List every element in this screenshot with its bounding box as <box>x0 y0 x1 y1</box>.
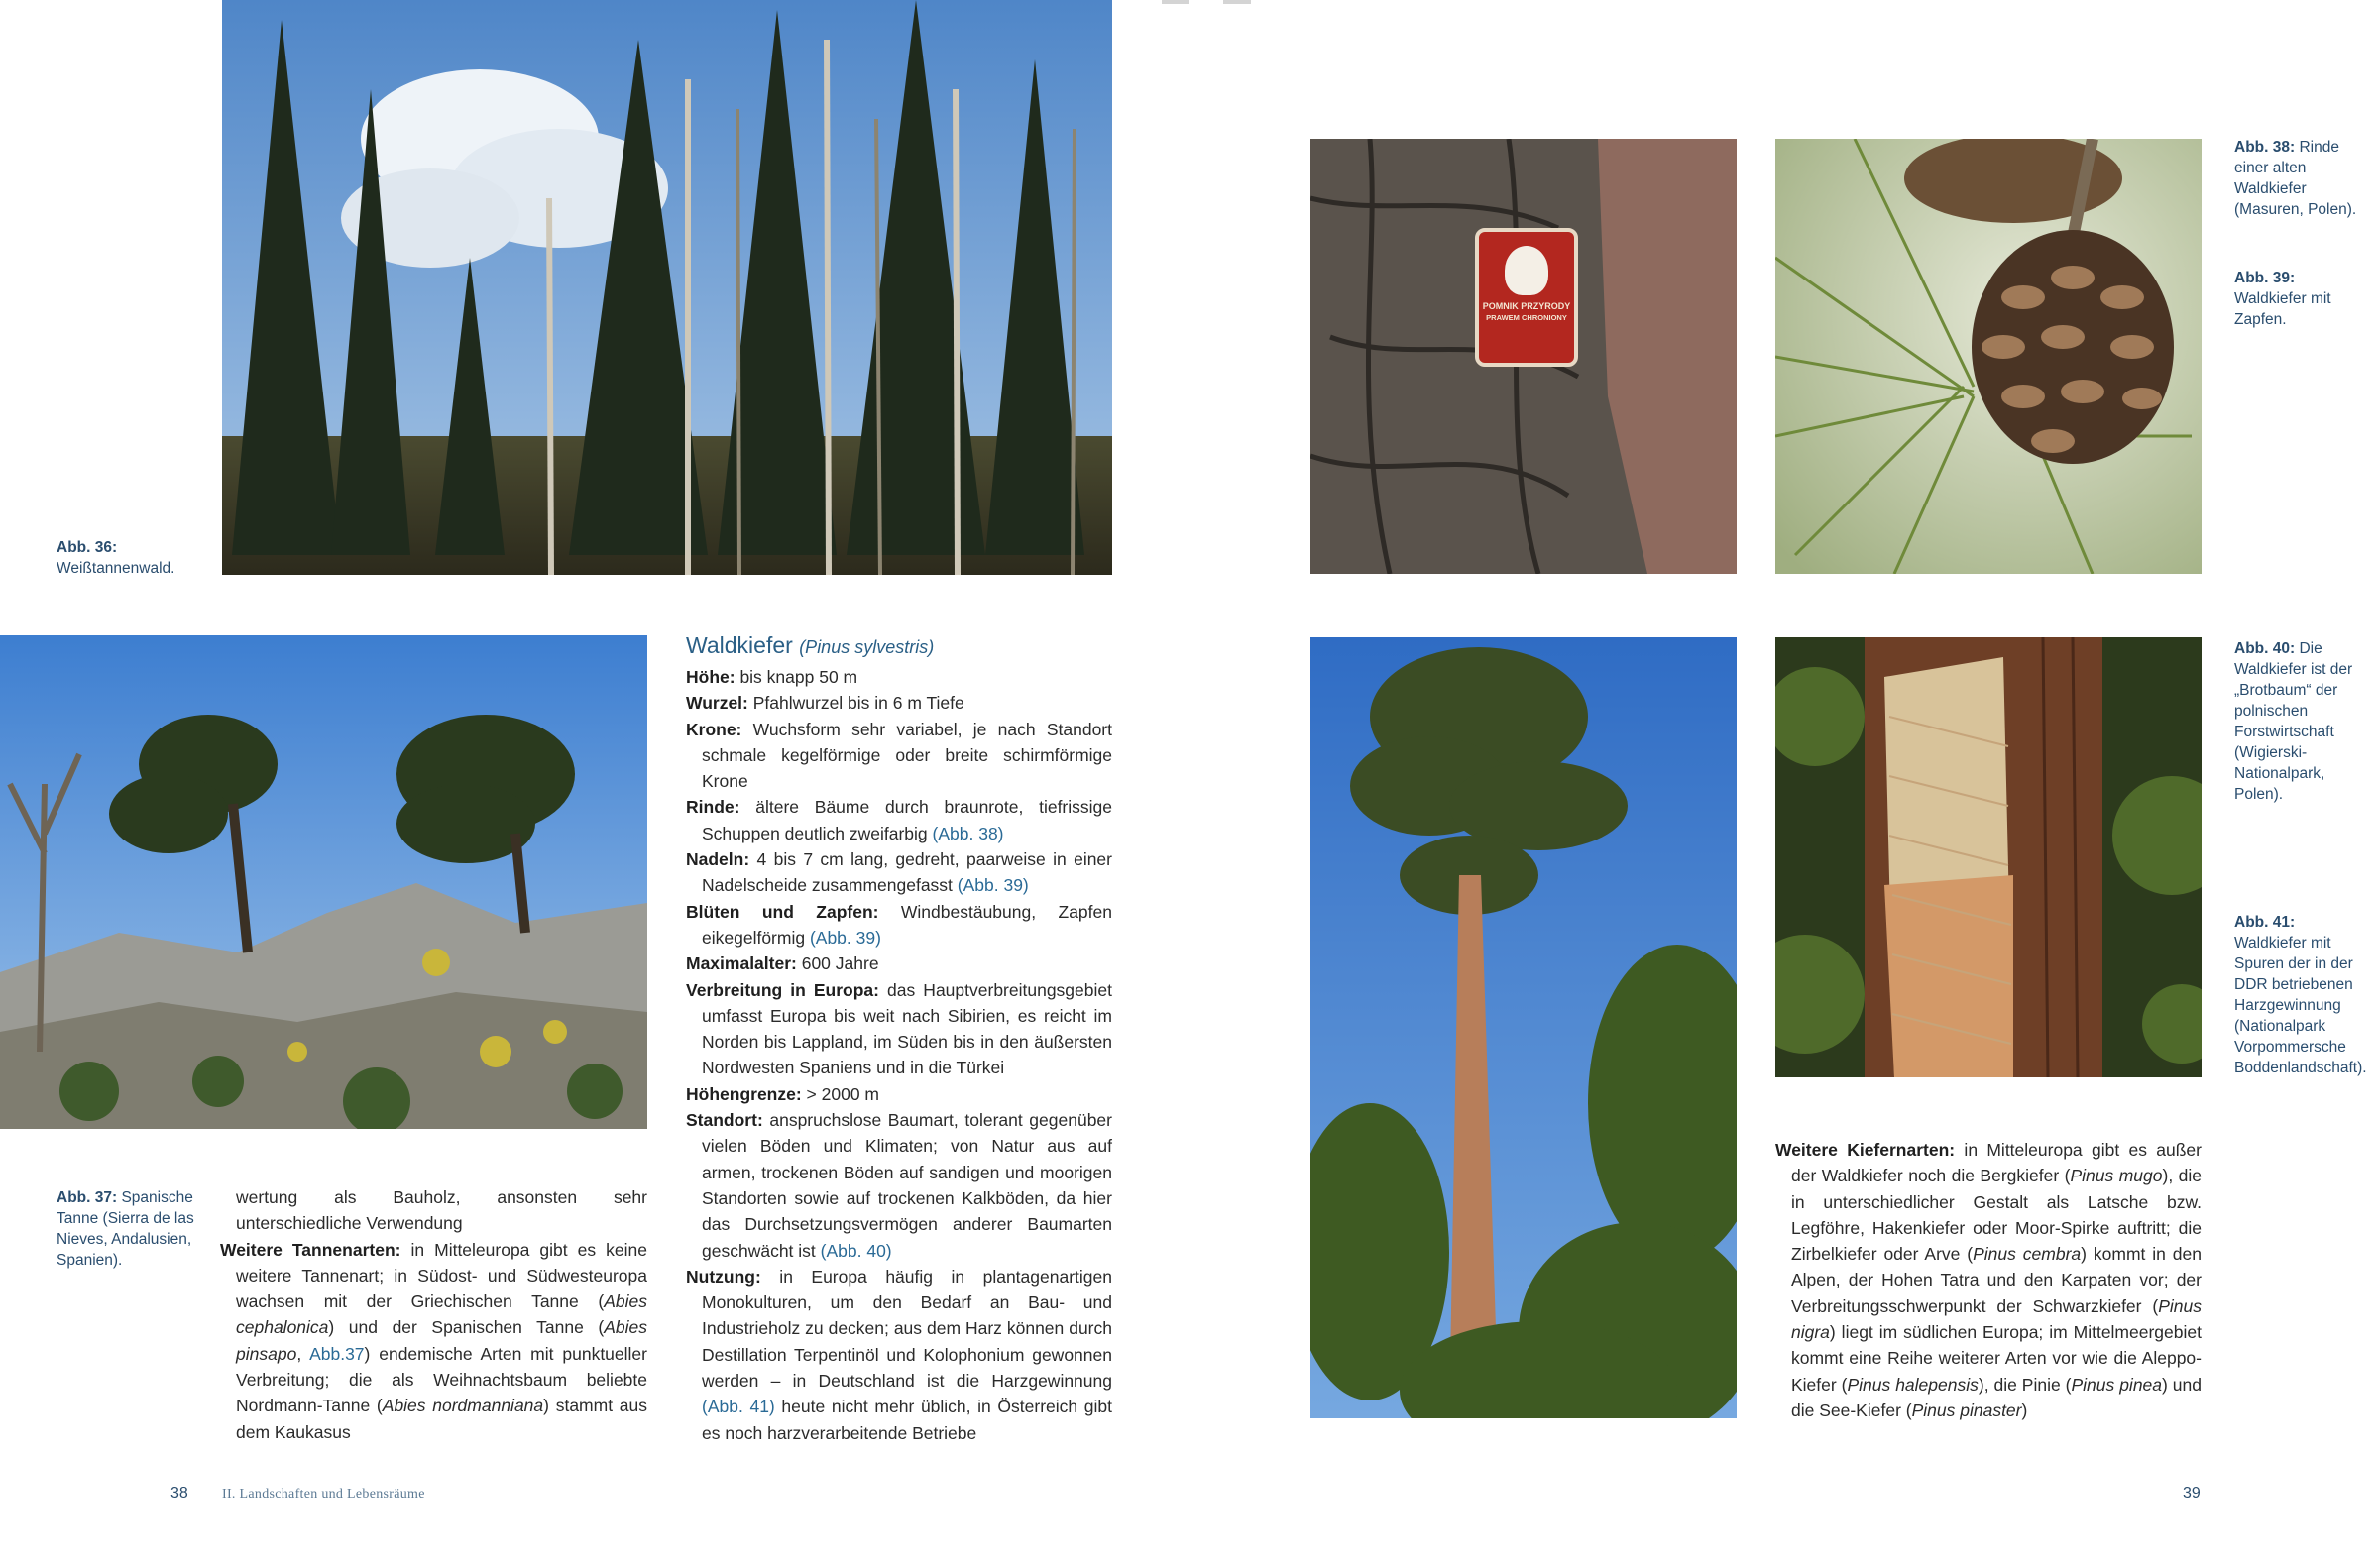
photo-tall-pine <box>1310 637 1737 1418</box>
page-number-left: 38 <box>170 1485 188 1502</box>
link-abb-38[interactable]: (Abb. 38) <box>932 823 1004 843</box>
profile-nutzung: Nutzung: in Europa häufig in plantagenartigen Monokulturen, um den Bedarf an Bau- und Industrieholz zu decken; aus dem Harz können durch Destillation Terpentinöl und Kolophonium gewonnen werden – in Deutschland ist die Harzgewinnung (Abb. 41) heute nicht mehr üblich, in Österreich gibt es noch harzverarbeitende Betriebe <box>686 1266 1112 1443</box>
running-head: II. Landschaften und Lebensräume <box>222 1487 425 1502</box>
profile-blueten: Blüten und Zapfen: Windbestäubung, Zapfen eikegelförmig (Abb. 39) <box>686 901 1112 948</box>
waldkiefer-profile <box>686 630 1112 1446</box>
caption-abb-36: Abb. 36: Weißtannenwald. <box>57 539 175 577</box>
profile-wurzel: Wurzel: Pfahlwurzel bis in 6 m Tiefe <box>686 693 964 714</box>
eagle-emblem-icon <box>1505 246 1548 295</box>
fir-usage-continuation: wertung als Bauholz, ansonsten sehr unterschiedliche Verwendung <box>236 1187 647 1234</box>
photo-fir-forest <box>222 0 1112 575</box>
photo-spanish-fir <box>0 635 647 1129</box>
top-marker-left <box>1162 0 1190 4</box>
link-abb-39b[interactable]: (Abb. 39) <box>809 927 881 948</box>
link-abb-39[interactable]: (Abb. 39) <box>957 875 1029 896</box>
profile-verbreitung: Verbreitung in Europa: das Hauptverbreitungsgebiet umfasst Europa bis weit nach Sibirien, es reicht im Norden bis Lappland, im Süden bis in den äußersten Nordwesten Spaniens und in die Türkei <box>686 979 1112 1078</box>
caption-abb-37: Abb. 37: Spanische Tanne (Sierra de las Nieves, Andalusien, Spanien). <box>57 1189 194 1269</box>
profile-alter: Maximalalter: 600 Jahre <box>686 953 879 974</box>
profile-hoehengrenze: Höhengrenze: > 2000 m <box>686 1083 880 1104</box>
photo-pine-cone <box>1775 139 2202 574</box>
caption-abb-40: Abb. 40: Die Waldkiefer ist der „Brotbaum“ der polnischen Forstwirtschaft (Wigierski-Nationalpark, Polen). <box>2234 640 2353 803</box>
other-fir-species: Weitere Tannenarten: in Mitteleuropa gibt es keine weitere Tannenart; in Südost- und Südwesteuropa wachsen mit der Griechischen Tanne (Abies cephalonica) und der Spanischen Tanne (Abies pinsapo, Abb.37) endemische Arten mit punktueller Verbreitung; die als Weihnachtsbaum beliebte Nordmann-Tanne (Abies nordmanniana) stammt aus dem Kaukasus <box>220 1239 647 1442</box>
page-number-right: 39 <box>2183 1485 2201 1502</box>
nature-monument-sign: POMNIK PRZYRODY PRAWEM CHRONIONY <box>1475 228 1578 367</box>
link-abb-41[interactable]: (Abb. 41) <box>702 1397 775 1417</box>
fir-text-column <box>220 1184 647 1445</box>
profile-nadeln: Nadeln: 4 bis 7 cm lang, gedreht, paarweise in einer Nadelscheide zusammengefasst (Abb. 39) <box>686 849 1112 896</box>
caption-abb-39: Abb. 39: Waldkiefer mit Zapfen. <box>2234 270 2331 328</box>
profile-standort: Standort: anspruchslose Baumart, tolerant gegenüber vielen Böden und Klimaten; von Natur aus auf armen, trockenen Böden auf sandigen und moorigen Standorten sowie auf trockenen Kalkböden, da hier das Durchsetzungsvermögen anderer Baumarten geschwächt ist (Abb. 40) <box>686 1110 1112 1261</box>
profile-rinde: Rinde: ältere Bäume durch braunrote, tiefrissige Schuppen deutlich zweifarbig (Abb. 38) <box>686 797 1112 843</box>
caption-abb-38: Abb. 38: Rinde einer alten Waldkiefer (Masuren, Polen). <box>2234 139 2357 218</box>
profile-hoehe: Höhe: bis knapp 50 m <box>686 667 858 687</box>
top-marker-right <box>1223 0 1251 4</box>
profile-krone: Krone: Wuchsform sehr variabel, je nach Standort schmale kegelförmige oder breite schirmförmige Krone <box>686 719 1112 792</box>
photo-resin-trunk <box>1775 637 2202 1077</box>
caption-abb-41: Abb. 41: Waldkiefer mit Spuren der in der DDR betriebenen Harzgewinnung (Nationalpark Vorpommersche Boddenlandschaft). <box>2234 914 2367 1076</box>
other-pine-species: Weitere Kiefernarten: in Mitteleuropa gibt es außer der Waldkiefer noch die Bergkiefer (Pinus mugo), die in unterschiedlicher Gestalt als Latsche bzw. Legföhre, Hakenkiefer oder Moor-Spirke auftritt; die Zirbelkiefer oder Arve (Pinus cembra) kommt in den Alpen, der Hohen Tatra und den Karpaten vor; der Verbreitungsschwerpunkt der Schwarzkiefer (Pinus nigra) liegt im südlichen Europa; im Mittelmeergebiet kommt eine Reihe weiterer Arten vor wie die Aleppo-Kiefer (Pinus halepensis), die Pinie (Pinus pinea) und die See-Kiefer (Pinus pinaster) <box>1775 1140 2202 1420</box>
photo-pine-bark-sign <box>1310 139 1737 574</box>
link-abb-40[interactable]: (Abb. 40) <box>820 1240 892 1261</box>
species-title: Waldkiefer (Pinus sylvestris) <box>686 632 935 658</box>
